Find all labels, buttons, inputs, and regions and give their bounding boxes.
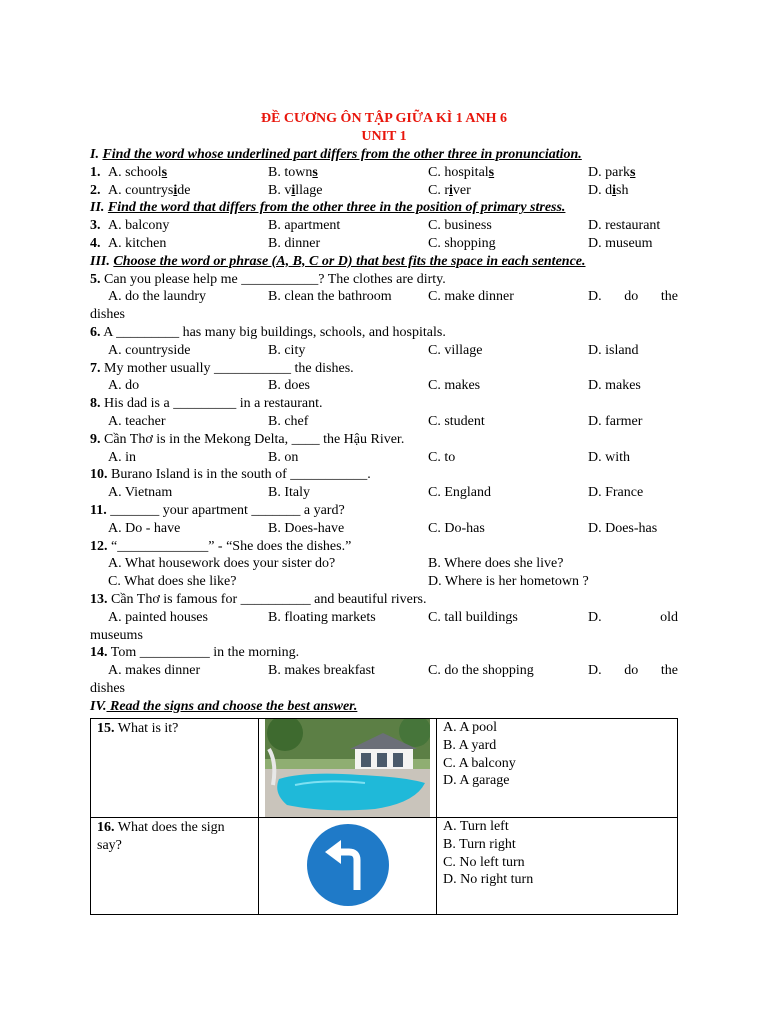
question-5-stem: 5. Can you please help me ___________? The clothes are dirty.: [90, 271, 446, 287]
question-9-stem: 9. Cần Thơ is in the Mekong Delta, ____ the Hậu River.: [90, 431, 405, 447]
question-14-wrap: dishes: [90, 680, 125, 696]
question-6-stem: 6. A _________ has many big buildings, schools, and hospitals.: [90, 324, 446, 340]
question-14-options: A. makes dinner B. makes breakfast C. do the shopping D. do the: [108, 663, 678, 679]
question-11-options: A. Do - have B. Does-have C. Do-has D. Does-has: [108, 520, 658, 536]
question-10-stem: 10. Burano Island is in the south of ___________.: [90, 467, 371, 483]
pool-photo: [265, 719, 430, 817]
option: C. A balcony: [443, 755, 516, 771]
question-13-wrap: museums: [90, 627, 143, 643]
option: D. No right turn: [443, 872, 534, 888]
q1-option-c: C. hospitals: [428, 164, 495, 180]
question-11-stem: 11. _______ your apartment _______ a yard?: [90, 502, 345, 518]
section-3-heading: III. Choose the word or phrase (A, B, C or D) that best fits the space in each sentence.: [90, 253, 586, 269]
question-7-options: A. do B. does C. makes D. makes: [108, 378, 641, 394]
question-9-options: A. in B. on C. to D. with: [108, 449, 630, 465]
q2-option-a: A. countryside: [108, 182, 191, 198]
turn-left-arrow-icon: [305, 822, 391, 908]
question-3: 3. A. balcony B. apartment C. business D. restaurant: [90, 218, 661, 234]
q2-option-c: C. river: [428, 182, 471, 198]
sign-15-options: [437, 719, 678, 818]
section-1-heading: I. Find the word whose underlined part differs from the other three in pronunciation.: [90, 147, 582, 162]
question-13-stem: 13. Cần Thơ is famous for __________ and beautiful rivers.: [90, 591, 427, 607]
option: C. No left turn: [443, 854, 525, 870]
page-title: ĐỀ CƯƠNG ÔN TẬP GIỮA KÌ 1 ANH 6: [260, 111, 508, 126]
question-14-stem: 14. Tom __________ in the morning.: [90, 645, 300, 661]
sign-16-options: [437, 818, 678, 915]
question-7-stem: 7. My mother usually ___________ the dishes.: [90, 360, 354, 376]
question-12-options-cd: C. What does she like? D. Where is her hometown ?: [108, 574, 589, 590]
turn-left-sign: [259, 818, 437, 915]
question-5-options: A. do the laundry B. clean the bathroom C. make dinner D. do the: [108, 289, 678, 305]
q2-option-b: B. village: [268, 182, 323, 198]
section-4-heading: IV. Read the signs and choose the best answer.: [90, 698, 358, 714]
signs-table: [90, 718, 678, 915]
q2-option-d: D. dish: [588, 182, 629, 198]
question-13-options: A. painted houses B. floating markets C. tall buildings D. old: [108, 609, 678, 625]
option: A. A pool: [443, 720, 498, 735]
table-row: [91, 818, 678, 915]
question-4: 4. A. kitchen B. dinner C. shopping D. museum: [90, 235, 653, 251]
question-8-stem: 8. His dad is a _________ in a restaurant.: [90, 396, 323, 412]
section-2-heading: II. Find the word that differs from the other three in the position of primary stress.: [90, 200, 566, 216]
question-12-stem: 12. “_____________” - “She does the dishes.”: [90, 538, 352, 554]
q1-option-b: B. towns: [268, 164, 318, 180]
question-6-options: A. countryside B. city C. village D. island: [108, 342, 639, 358]
table-row: [91, 719, 678, 818]
question-5-wrap: dishes: [90, 307, 125, 323]
option: A. Turn left: [443, 819, 509, 834]
question-1: 1. A. schools B. towns C. hospitals D. parks: [90, 164, 636, 180]
question-12-options-ab: A. What housework does your sister do? B. Where does she live?: [108, 556, 564, 572]
worksheet: [90, 110, 678, 716]
question-8-options: A. teacher B. chef C. student D. farmer: [108, 413, 643, 429]
q1-option-d: D. parks: [588, 164, 636, 180]
question-10-options: A. Vietnam B. Italy C. England D. France: [108, 485, 644, 501]
question-2: 2. A. countryside B. village C. river D. dish: [90, 182, 629, 198]
option: D. A garage: [443, 773, 510, 789]
option: B. Turn right: [443, 836, 516, 852]
sign-question-15: 15. What is it?: [91, 719, 259, 818]
option: B. A yard: [443, 737, 497, 753]
pool-image: [259, 719, 437, 818]
unit-title: UNIT 1: [361, 129, 407, 144]
sign-question-16: 16. What does the sign say?: [91, 818, 259, 915]
q1-option-a: A. schools: [108, 164, 168, 180]
